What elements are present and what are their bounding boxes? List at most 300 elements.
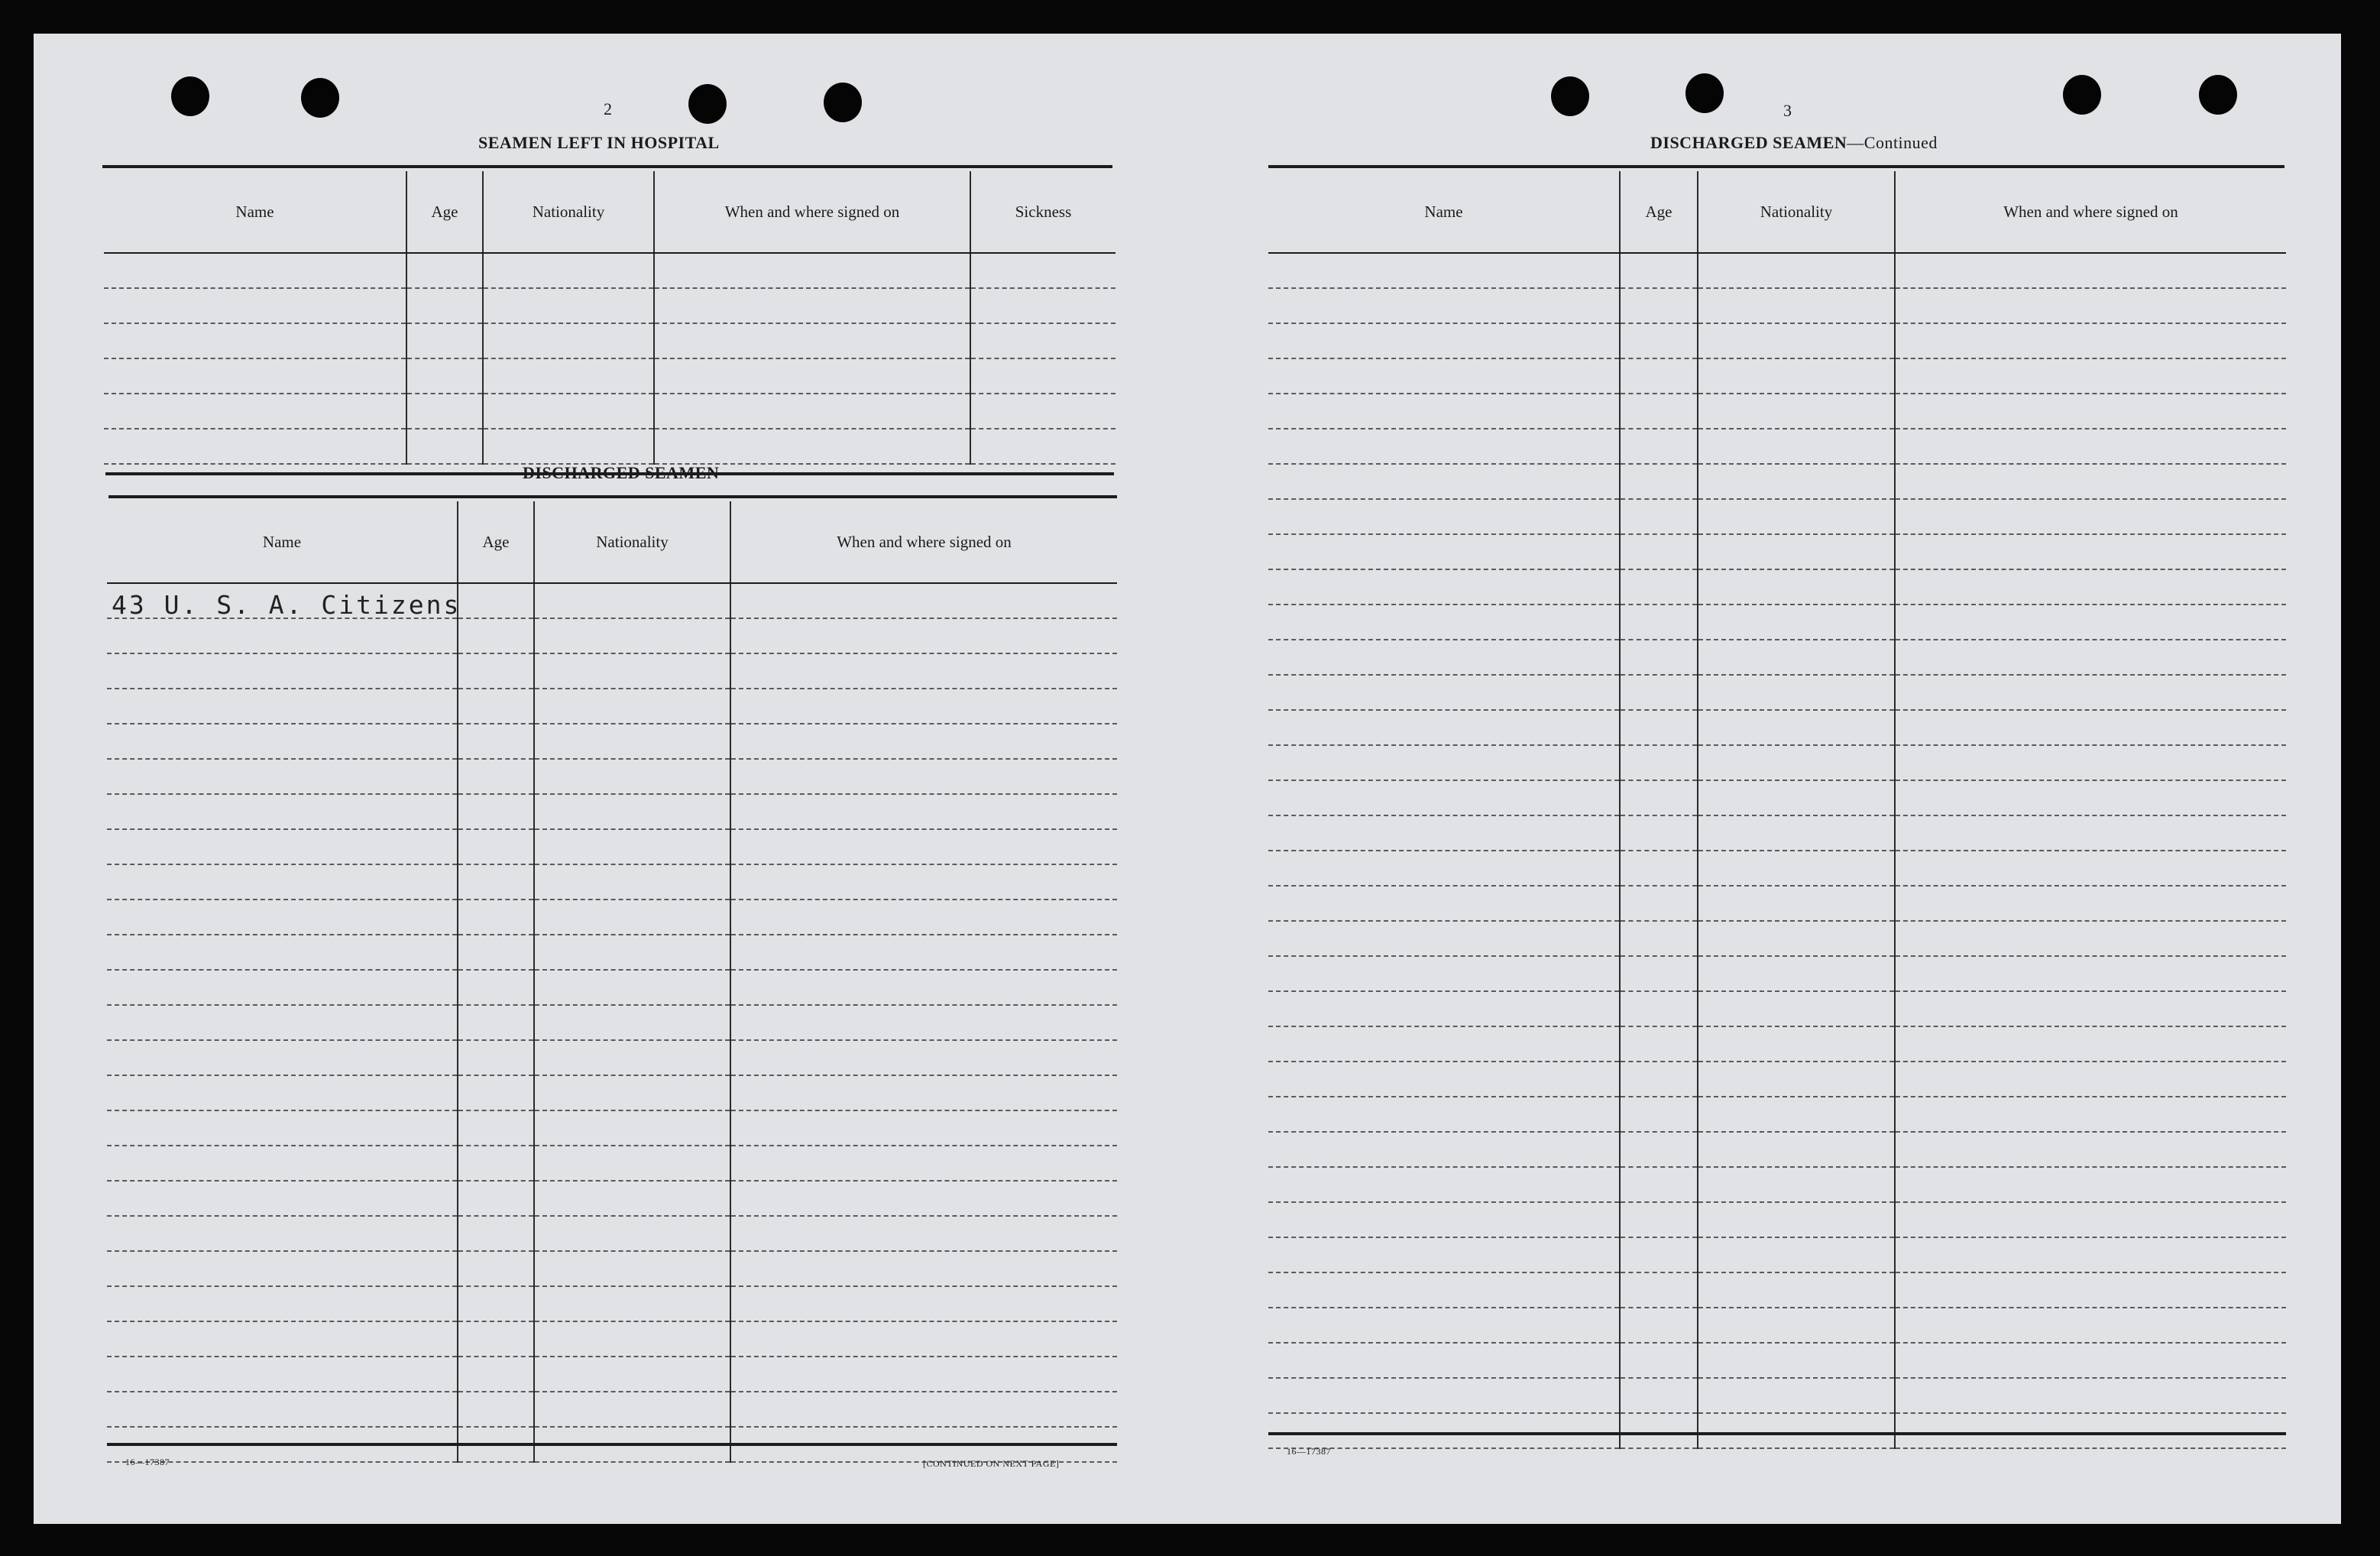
table-row <box>107 653 1117 689</box>
table-cell <box>730 759 1117 794</box>
table-cell <box>1620 745 1698 780</box>
table-row <box>107 1110 1117 1146</box>
table-cell <box>458 653 534 689</box>
table-cell <box>1620 815 1698 851</box>
table-cell <box>534 1181 730 1216</box>
table-cell <box>1895 991 2286 1026</box>
table-cell <box>1895 815 2286 851</box>
table-cell <box>458 618 534 653</box>
table-cell <box>1620 921 1698 956</box>
table-cell <box>730 1110 1117 1146</box>
column-header: Nationality <box>483 171 654 253</box>
table-cell <box>1620 1062 1698 1097</box>
column-header: Sickness <box>970 171 1116 253</box>
table-row <box>1268 358 2286 394</box>
table-cell <box>534 1040 730 1075</box>
table-cell <box>730 1321 1117 1357</box>
table-cell <box>1895 358 2286 394</box>
table-cell <box>1268 1026 1620 1062</box>
table-cell <box>458 1251 534 1286</box>
table-cell <box>1268 1343 1620 1378</box>
table-cell <box>534 1286 730 1321</box>
table-cell <box>730 1146 1117 1181</box>
table-cell <box>534 618 730 653</box>
table-row <box>1268 1413 2286 1448</box>
punch-hole <box>1685 73 1724 113</box>
table-cell <box>1620 710 1698 745</box>
table-cell <box>534 1005 730 1040</box>
table-row <box>107 1392 1117 1427</box>
table-row <box>1268 780 2286 815</box>
table-cell <box>1268 1413 1620 1448</box>
table-row <box>104 253 1116 288</box>
table-cell <box>107 618 458 653</box>
table-row <box>107 1286 1117 1321</box>
table-cell <box>1895 640 2286 675</box>
table-cell <box>730 1286 1117 1321</box>
table-cell <box>534 1075 730 1110</box>
table-cell <box>1698 921 1895 956</box>
table-row <box>107 724 1117 759</box>
table-cell <box>730 1075 1117 1110</box>
column-header: When and where signed on <box>654 171 970 253</box>
table-cell <box>104 358 406 394</box>
table-row <box>1268 1272 2286 1308</box>
table-cell <box>107 1146 458 1181</box>
right-title-continued: —Continued <box>1847 133 1938 152</box>
table-cell <box>1895 1167 2286 1202</box>
table-cell <box>1895 851 2286 886</box>
table-row <box>104 288 1116 323</box>
table-cell <box>1895 886 2286 921</box>
table-cell <box>1698 1413 1895 1448</box>
table-cell <box>107 1357 458 1392</box>
table-row <box>1268 253 2286 288</box>
table-cell <box>1895 253 2286 288</box>
table-cell <box>534 935 730 970</box>
table-cell <box>458 583 534 618</box>
table-cell <box>1895 1026 2286 1062</box>
table-cell <box>1268 921 1620 956</box>
hospital-section-title: SEAMEN LEFT IN HOSPITAL <box>478 133 720 152</box>
table-cell <box>654 288 970 323</box>
table-row <box>1268 1237 2286 1272</box>
table-cell <box>534 1251 730 1286</box>
column-header: Name <box>1268 171 1620 253</box>
table-cell <box>1895 1237 2286 1272</box>
table-row <box>107 1181 1117 1216</box>
table-cell <box>1268 429 1620 464</box>
table-cell <box>1698 288 1895 323</box>
table-cell <box>654 429 970 464</box>
table-cell <box>1698 710 1895 745</box>
table-row <box>1268 1167 2286 1202</box>
table-cell <box>534 1216 730 1251</box>
table-cell <box>1895 534 2286 569</box>
table-cell <box>1895 745 2286 780</box>
table-cell <box>483 429 654 464</box>
table-cell <box>970 323 1116 358</box>
table-cell <box>1620 1202 1698 1237</box>
table-cell <box>730 794 1117 829</box>
table-cell <box>1895 1413 2286 1448</box>
table-cell <box>534 759 730 794</box>
table-cell <box>730 970 1117 1005</box>
table-cell <box>1698 1308 1895 1343</box>
column-header: Name <box>107 501 458 583</box>
table-cell <box>1620 640 1698 675</box>
table-cell <box>1268 640 1620 675</box>
discharged-section-title: DISCHARGED SEAMEN <box>523 463 720 482</box>
table-row <box>1268 1062 2286 1097</box>
table-cell <box>458 1146 534 1181</box>
table-row <box>1268 675 2286 710</box>
punch-hole <box>2063 75 2101 115</box>
table-row <box>107 618 1117 653</box>
table-cell <box>1698 1202 1895 1237</box>
form-number: 16—17387 <box>125 1457 170 1467</box>
document-sheet <box>34 34 2341 1524</box>
table-cell <box>1268 1132 1620 1167</box>
table-cell <box>1698 1378 1895 1413</box>
table-cell <box>1620 675 1698 710</box>
table-cell <box>970 253 1116 288</box>
table-cell <box>1620 288 1698 323</box>
table-cell <box>458 829 534 864</box>
table-cell <box>970 288 1116 323</box>
table-cell <box>1698 745 1895 780</box>
table-cell <box>534 1357 730 1392</box>
right-page <box>1187 34 2341 1524</box>
table-cell <box>534 829 730 864</box>
table-cell <box>1698 956 1895 991</box>
table-cell <box>1268 851 1620 886</box>
column-header: Nationality <box>534 501 730 583</box>
table-row <box>1268 464 2286 499</box>
table-cell <box>107 1075 458 1110</box>
table-cell <box>534 970 730 1005</box>
table-cell <box>1698 851 1895 886</box>
discharged-top-rule <box>108 495 1117 498</box>
table-cell <box>458 1357 534 1392</box>
right-title-bold: DISCHARGED SEAMEN <box>1650 133 1847 152</box>
right-bottom-rule <box>1268 1432 2286 1435</box>
table-row <box>1268 534 2286 569</box>
table-cell <box>1895 605 2286 640</box>
table-cell <box>1698 1026 1895 1062</box>
table-row <box>107 1075 1117 1110</box>
table-cell <box>730 1216 1117 1251</box>
table-cell <box>107 970 458 1005</box>
table-cell <box>1620 464 1698 499</box>
table-cell <box>1895 1097 2286 1132</box>
table-cell <box>1620 886 1698 921</box>
table-cell <box>1268 1378 1620 1413</box>
table-cell <box>107 829 458 864</box>
table-cell <box>1895 956 2286 991</box>
table-row <box>1268 921 2286 956</box>
table-cell <box>483 358 654 394</box>
table-cell <box>970 394 1116 429</box>
table-row <box>1268 745 2286 780</box>
table-cell <box>534 1110 730 1146</box>
table-cell <box>1268 1167 1620 1202</box>
table-cell <box>104 288 406 323</box>
table-cell <box>1620 1167 1698 1202</box>
table-cell <box>1268 499 1620 534</box>
table-cell <box>1698 780 1895 815</box>
table-cell <box>534 653 730 689</box>
table-cell <box>730 1005 1117 1040</box>
table-cell <box>730 724 1117 759</box>
left-page <box>34 34 1187 1524</box>
table-row <box>104 394 1116 429</box>
table-cell <box>1268 358 1620 394</box>
table-cell <box>458 1110 534 1146</box>
table-cell <box>1698 358 1895 394</box>
table-cell <box>107 935 458 970</box>
table-cell <box>1895 1378 2286 1413</box>
table-cell <box>1698 991 1895 1026</box>
table-cell <box>107 794 458 829</box>
column-header: Nationality <box>1698 171 1895 253</box>
punch-hole <box>688 84 727 124</box>
table-row <box>1268 1343 2286 1378</box>
table-cell <box>534 1321 730 1357</box>
table-row <box>1268 323 2286 358</box>
table-cell <box>1268 745 1620 780</box>
table-cell <box>730 1181 1117 1216</box>
table-cell <box>534 724 730 759</box>
table-row <box>1268 1097 2286 1132</box>
table-cell <box>458 1075 534 1110</box>
table-row <box>1268 429 2286 464</box>
table-cell <box>1268 1308 1620 1343</box>
table-cell <box>730 1392 1117 1427</box>
table-cell <box>1698 640 1895 675</box>
table-cell <box>1620 1413 1698 1448</box>
table-cell <box>483 288 654 323</box>
table-row <box>107 1040 1117 1075</box>
table-cell <box>107 724 458 759</box>
table-cell <box>1620 499 1698 534</box>
table-cell <box>1895 1132 2286 1167</box>
table-cell <box>1620 605 1698 640</box>
table-cell <box>1698 394 1895 429</box>
punch-hole <box>1551 76 1589 116</box>
table-row <box>1268 815 2286 851</box>
table-row <box>107 1357 1117 1392</box>
table-cell <box>107 1251 458 1286</box>
table-row <box>1268 394 2286 429</box>
table-cell <box>1268 710 1620 745</box>
table-row <box>107 829 1117 864</box>
table-cell <box>1268 675 1620 710</box>
table-row <box>1268 605 2286 640</box>
table-cell <box>1620 569 1698 605</box>
table-cell <box>730 1251 1117 1286</box>
table-cell <box>107 1286 458 1321</box>
table-cell <box>1698 1343 1895 1378</box>
table-cell <box>458 689 534 724</box>
table-cell <box>483 323 654 358</box>
handwritten-entry: 43 U. S. A. Citizens <box>112 590 461 620</box>
table-row <box>1268 1308 2286 1343</box>
table-cell <box>107 1392 458 1427</box>
table-cell <box>1895 394 2286 429</box>
table-cell <box>1268 323 1620 358</box>
table-row <box>1268 1132 2286 1167</box>
table-row <box>107 689 1117 724</box>
table-cell <box>730 653 1117 689</box>
table-cell <box>1698 323 1895 358</box>
table-row <box>1268 1026 2286 1062</box>
table-cell <box>107 689 458 724</box>
table-cell <box>534 583 730 618</box>
table-cell <box>1620 1237 1698 1272</box>
table-cell <box>104 394 406 429</box>
table-cell <box>1895 921 2286 956</box>
page-number: 3 <box>1783 101 1792 120</box>
column-header: When and where signed on <box>730 501 1117 583</box>
punch-hole <box>824 83 862 122</box>
table-cell <box>730 900 1117 935</box>
right-top-rule <box>1268 165 2284 168</box>
table-row <box>1268 991 2286 1026</box>
table-cell <box>107 759 458 794</box>
table-cell <box>458 794 534 829</box>
table-cell <box>107 1181 458 1216</box>
table-cell <box>534 1392 730 1427</box>
table-row <box>1268 1378 2286 1413</box>
table-cell <box>107 1040 458 1075</box>
table-row <box>107 900 1117 935</box>
table-cell <box>970 429 1116 464</box>
table-row <box>107 1321 1117 1357</box>
punch-hole <box>171 76 209 116</box>
table-cell <box>406 358 483 394</box>
table-cell <box>107 900 458 935</box>
table-cell <box>1620 956 1698 991</box>
table-cell <box>458 970 534 1005</box>
table-row <box>107 970 1117 1005</box>
table-row <box>1268 288 2286 323</box>
table-cell <box>1698 569 1895 605</box>
table-cell <box>1620 394 1698 429</box>
table-cell <box>1895 569 2286 605</box>
table-cell <box>534 864 730 900</box>
table-cell <box>1895 464 2286 499</box>
page-number: 2 <box>604 99 612 118</box>
table-cell <box>458 1392 534 1427</box>
table-cell <box>1268 780 1620 815</box>
table-cell <box>1620 1343 1698 1378</box>
table-cell <box>1268 253 1620 288</box>
table-cell <box>1698 1237 1895 1272</box>
table-cell <box>104 429 406 464</box>
continued-note: [CONTINUED ON NEXT PAGE] <box>923 1458 1060 1469</box>
table-cell <box>1698 499 1895 534</box>
column-header: Age <box>458 501 534 583</box>
table-cell <box>458 1181 534 1216</box>
table-cell <box>1268 569 1620 605</box>
table-cell <box>1895 1202 2286 1237</box>
table-cell <box>730 583 1117 618</box>
table-cell <box>1620 1097 1698 1132</box>
punch-hole <box>301 78 339 118</box>
table-cell <box>654 358 970 394</box>
table-cell <box>730 829 1117 864</box>
discharged-table <box>107 501 1117 1463</box>
table-cell <box>1620 1272 1698 1308</box>
table-cell <box>1895 675 2286 710</box>
table-cell <box>730 864 1117 900</box>
hospital-top-rule <box>102 165 1112 168</box>
table-cell <box>1620 780 1698 815</box>
table-cell <box>1895 1308 2286 1343</box>
table-row <box>107 794 1117 829</box>
table-cell <box>1895 1272 2286 1308</box>
table-cell <box>730 1040 1117 1075</box>
column-header: When and where signed on <box>1895 171 2286 253</box>
table-cell <box>1698 675 1895 710</box>
table-row <box>107 759 1117 794</box>
table-cell <box>1268 288 1620 323</box>
table-cell <box>458 1286 534 1321</box>
table-cell <box>1268 1097 1620 1132</box>
table-cell <box>534 1146 730 1181</box>
table-row <box>107 935 1117 970</box>
table-cell <box>1698 815 1895 851</box>
table-cell <box>1895 1062 2286 1097</box>
table-cell <box>1698 605 1895 640</box>
table-cell <box>654 394 970 429</box>
table-cell <box>1895 710 2286 745</box>
table-cell <box>107 653 458 689</box>
table-cell <box>1698 1062 1895 1097</box>
table-cell <box>730 689 1117 724</box>
table-cell <box>458 1040 534 1075</box>
table-cell <box>1698 886 1895 921</box>
punch-hole <box>2199 75 2237 115</box>
table-cell <box>1268 605 1620 640</box>
table-cell <box>1698 429 1895 464</box>
table-row <box>1268 956 2286 991</box>
table-cell <box>107 1110 458 1146</box>
table-cell <box>406 323 483 358</box>
table-cell <box>406 253 483 288</box>
table-cell <box>104 323 406 358</box>
form-number: 16—17387 <box>1287 1446 1331 1457</box>
table-cell <box>1698 1167 1895 1202</box>
table-cell <box>1698 1132 1895 1167</box>
table-cell <box>458 1321 534 1357</box>
table-row <box>1268 569 2286 605</box>
hospital-table <box>104 171 1116 465</box>
table-cell <box>1895 323 2286 358</box>
table-cell <box>1698 464 1895 499</box>
table-cell <box>1895 499 2286 534</box>
column-header: Name <box>104 171 406 253</box>
table-cell <box>1268 1202 1620 1237</box>
table-cell <box>107 1216 458 1251</box>
table-cell <box>1268 1272 1620 1308</box>
table-cell <box>1268 956 1620 991</box>
table-cell <box>654 253 970 288</box>
table-cell <box>458 900 534 935</box>
table-cell <box>406 288 483 323</box>
table-cell <box>970 358 1116 394</box>
